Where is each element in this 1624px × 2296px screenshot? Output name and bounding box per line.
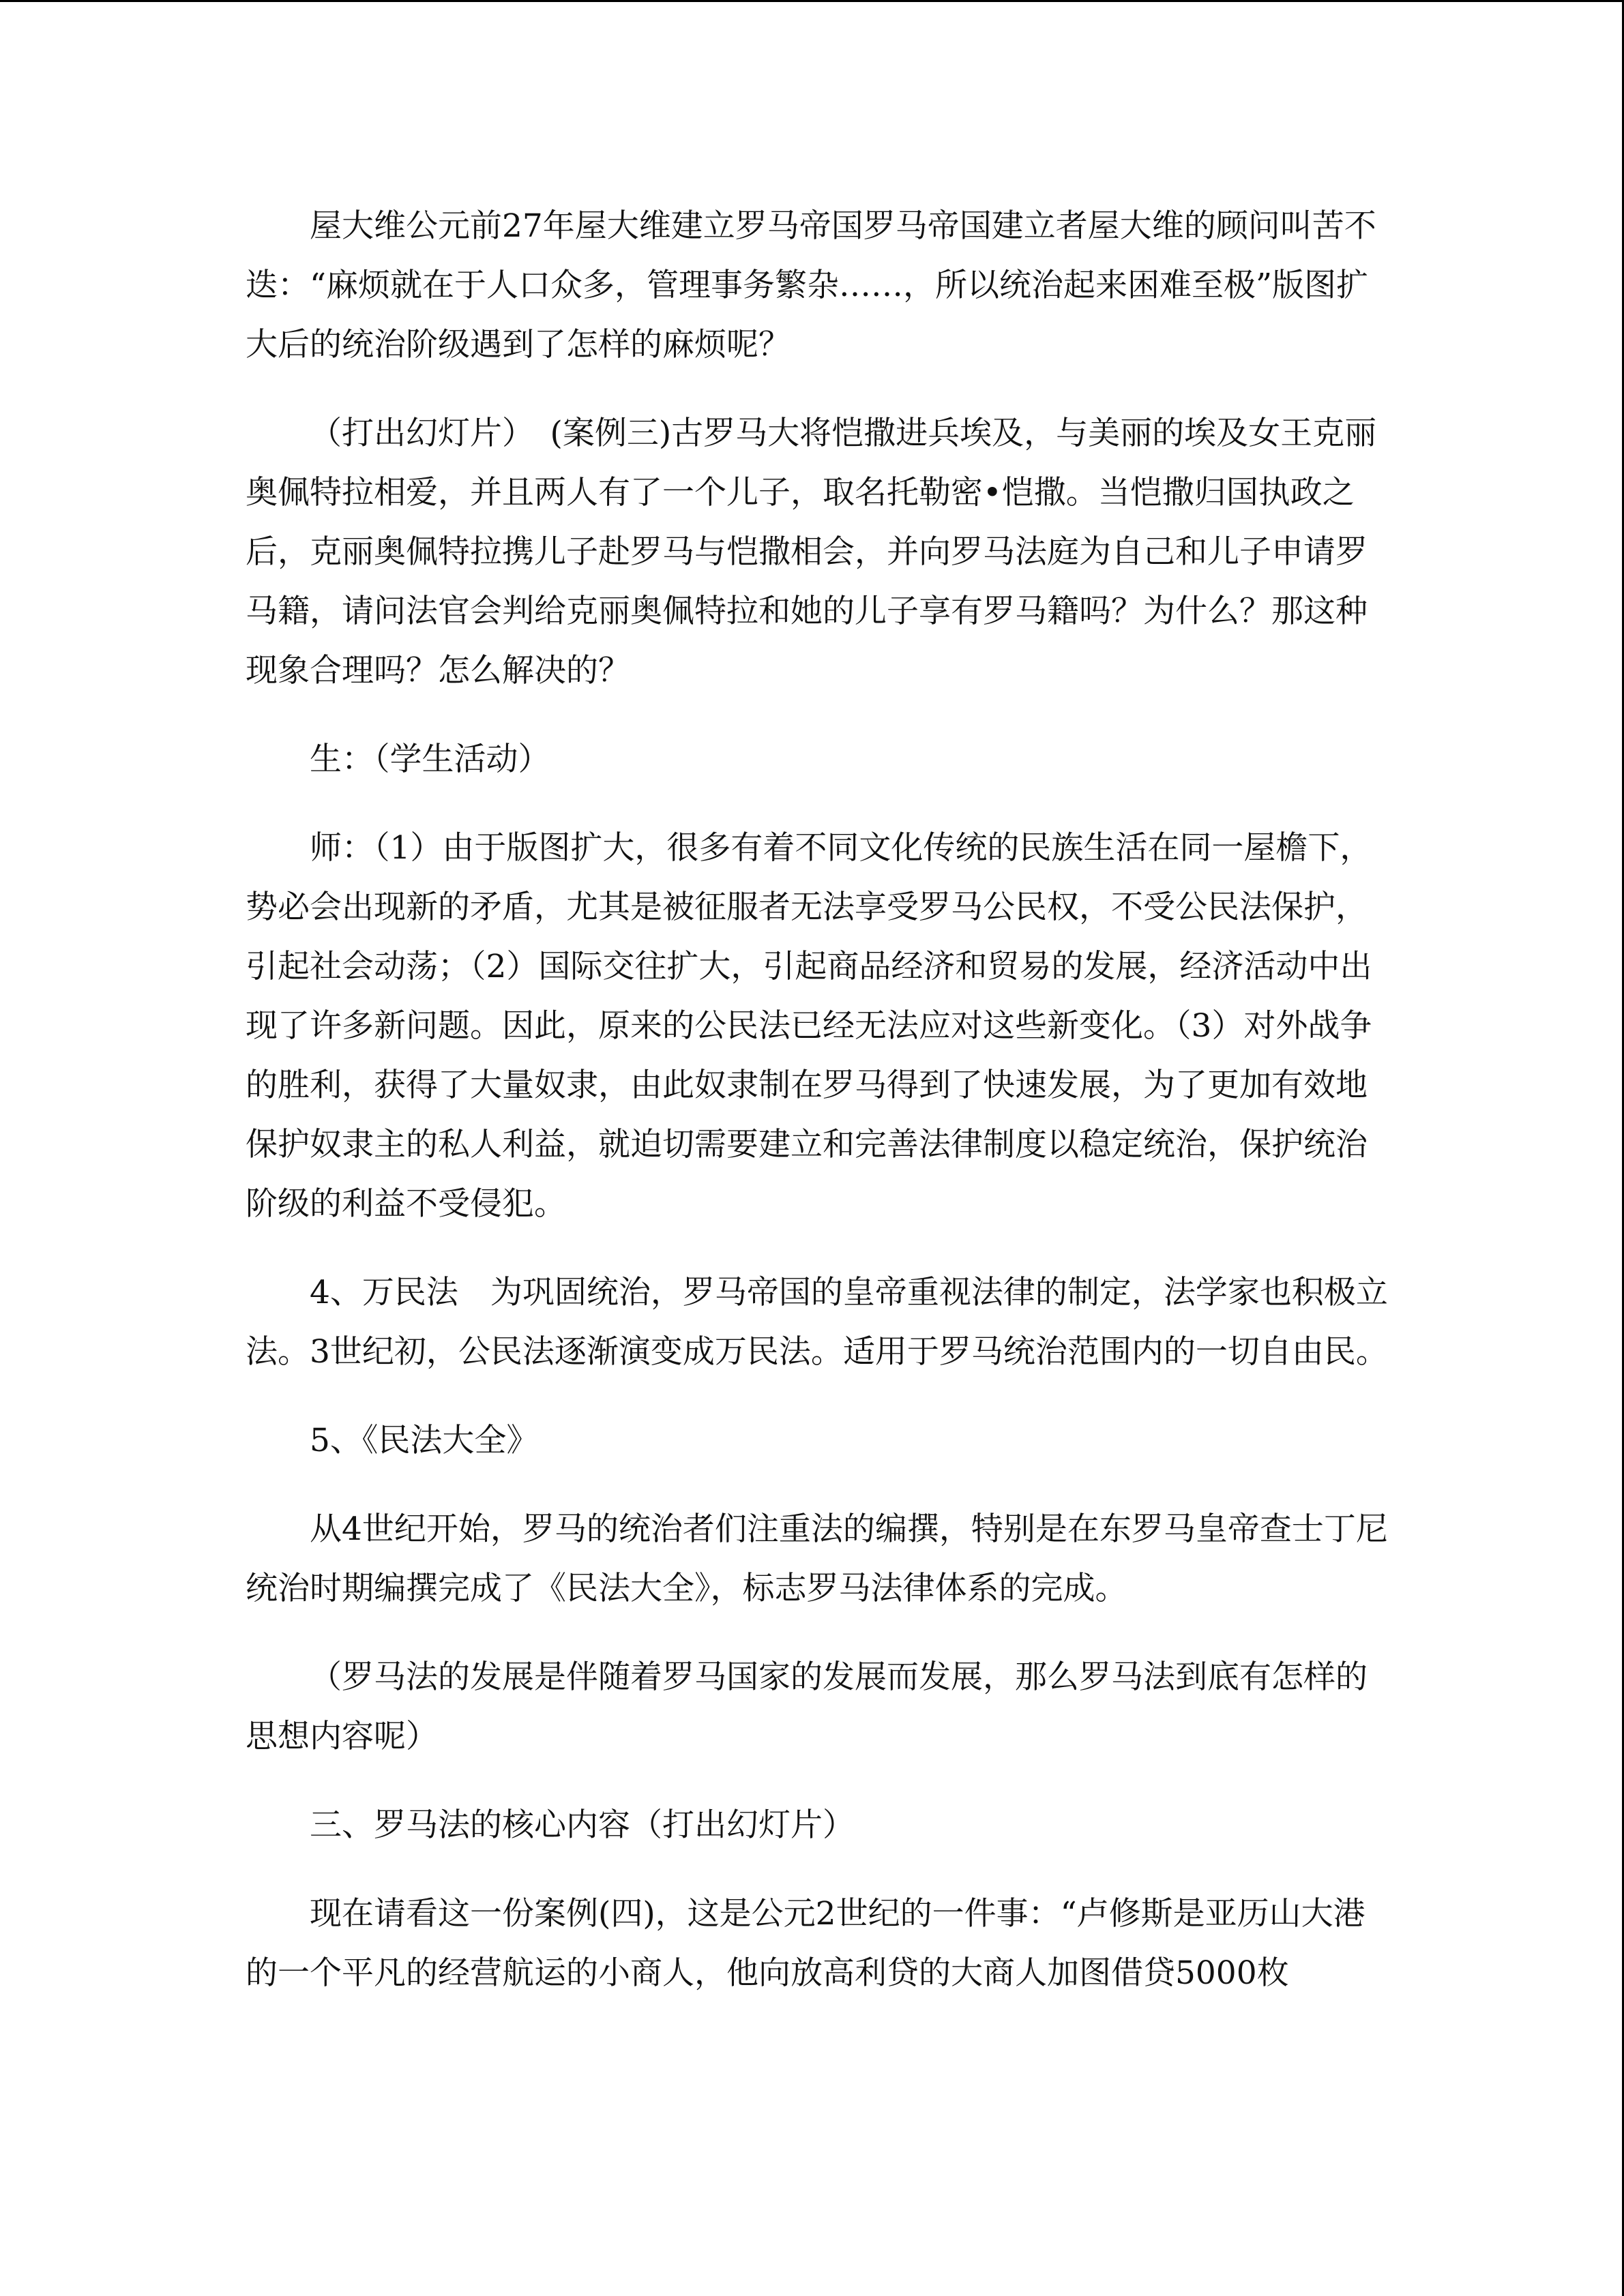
paragraph-case-three: （打出幻灯片） (案例三)古罗马大将恺撒进兵埃及，与美丽的埃及女王克丽奥佩特拉相爱，并且两人有了一个儿子，取名托勒密•恺撒。当恺撒归国执政之后，克丽奥佩特拉携儿子赴罗马与恺撒相会，并向罗马法庭为自己和儿子申请罗马籍，请问法官会判给克丽奥佩特拉和她的儿子享有罗马籍吗？为什么？那这种现象合理吗？怎么解决的？ xyxy=(246,415,1377,689)
paragraph-law-of-nations: 4、万民法 为巩固统治，罗马帝国的皇帝重视法律的制定，法学家也积极立法。3世纪初，公民法逐渐演变成万民法。适用于罗马统治范围内的一切自由民。 xyxy=(246,1274,1388,1371)
paragraph-case-four: 现在请看这一份案例(四)，这是公元2世纪的一件事：“卢修斯是亚历山大港的一个平凡的经营航运的小商人，他向放高利贷的大商人加图借贷5000枚 xyxy=(246,1895,1365,1992)
paragraph-augustus-problem: 屋大维公元前27年屋大维建立罗马帝国罗马帝国建立者屋大维的顾问叫苦不迭：“麻烦就在于人口众多，管理事务繁杂……，所以统治起来困难至极”版图扩大后的统治阶级遇到了怎样的麻烦呢？ xyxy=(246,207,1376,363)
paragraph-student-activity: 生：（学生活动） xyxy=(310,741,550,778)
paragraph-corpus-heading: 5、《民法大全》 xyxy=(310,1422,539,1459)
paragraph-teacher-explanation: 师：（1）由于版图扩大，很多有着不同文化传统的民族生活在同一屋檐下，势必会出现新的矛盾，尤其是被征服者无法享受罗马公民权，不受公民法保护，引起社会动荡；（2）国际交往扩大，引起商品经济和贸易的发展，经济活动中出现了许多新问题。因此，原来的公民法已经无法应对这些新变化。（3）对外战争的胜利，获得了大量奴隶，由此奴隶制在罗马得到了快速发展，为了更加有效地保护奴隶主的私人利益，就迫切需要建立和完善法律制度以稳定统治，保护统治阶级的利益不受侵犯。 xyxy=(246,829,1372,1223)
document-body xyxy=(246,196,1391,2032)
paragraph-transition-question: （罗马法的发展是伴随着罗马国家的发展而发展，那么罗马法到底有怎样的思想内容呢） xyxy=(246,1658,1368,1755)
section-heading-core-content: 三、罗马法的核心内容（打出幻灯片） xyxy=(310,1806,855,1844)
paragraph-corpus-description: 从4世纪开始，罗马的统治者们注重法的编撰，特别是在东罗马皇帝查士丁尼统治时期编撰完成了《民法大全》，标志罗马法律体系的完成。 xyxy=(246,1510,1388,1607)
